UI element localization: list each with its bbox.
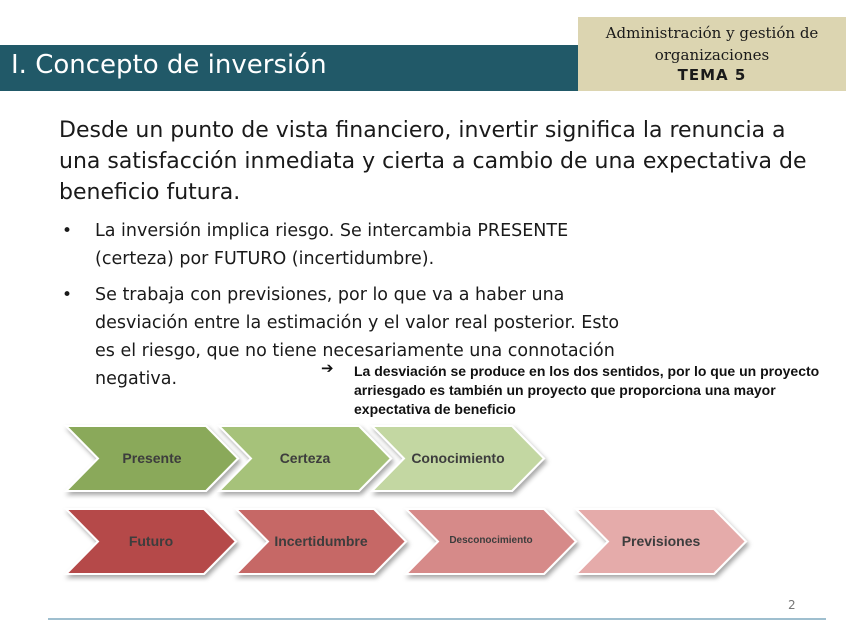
- chevron-label: Desconocimiento: [449, 534, 533, 546]
- bullet-item: Se trabaja con previsiones, por lo que va a haber una desviación entre la estimación y el valor real posterior. Esto es el riesgo, que no tiene necesariamente una connotación negativa.: [95, 285, 620, 389]
- chevron-label: Certeza: [279, 449, 331, 466]
- footer-divider: [48, 618, 826, 620]
- bullet-marker: •: [62, 221, 73, 241]
- chevron-label: Incertidumbre: [274, 532, 368, 549]
- course-name-line-2: organizaciones: [654, 46, 770, 64]
- right-arrow-icon: ➔: [321, 359, 334, 377]
- chevron-label: Previsiones: [621, 532, 701, 549]
- course-name-line-1: Administración y gestión de: [605, 24, 819, 42]
- course-topic: TEMA 5: [677, 66, 747, 84]
- chevron-label: Conocimiento: [411, 449, 505, 466]
- slide-number: 2: [788, 598, 796, 612]
- bullet-marker: •: [62, 285, 73, 305]
- bullet-item: La inversión implica riesgo. Se intercambia PRESENTE (certeza) por FUTURO (incertidumbre).: [95, 221, 569, 269]
- main-statement: Desde un punto de vista financiero, invertir significa la renuncia a una satisfacción inmediata y cierta a cambio de una expectativa de beneficio futura.: [59, 118, 807, 205]
- side-note: La desviación se produce en los dos sentidos, por lo que un proyecto arriesgado es también un proyecto que proporciona una mayor expectativa de beneficio: [354, 363, 820, 417]
- chevron-label: Presente: [122, 449, 182, 466]
- page-title: I. Concepto de inversión: [11, 50, 327, 80]
- chevron-label: Futuro: [128, 532, 174, 549]
